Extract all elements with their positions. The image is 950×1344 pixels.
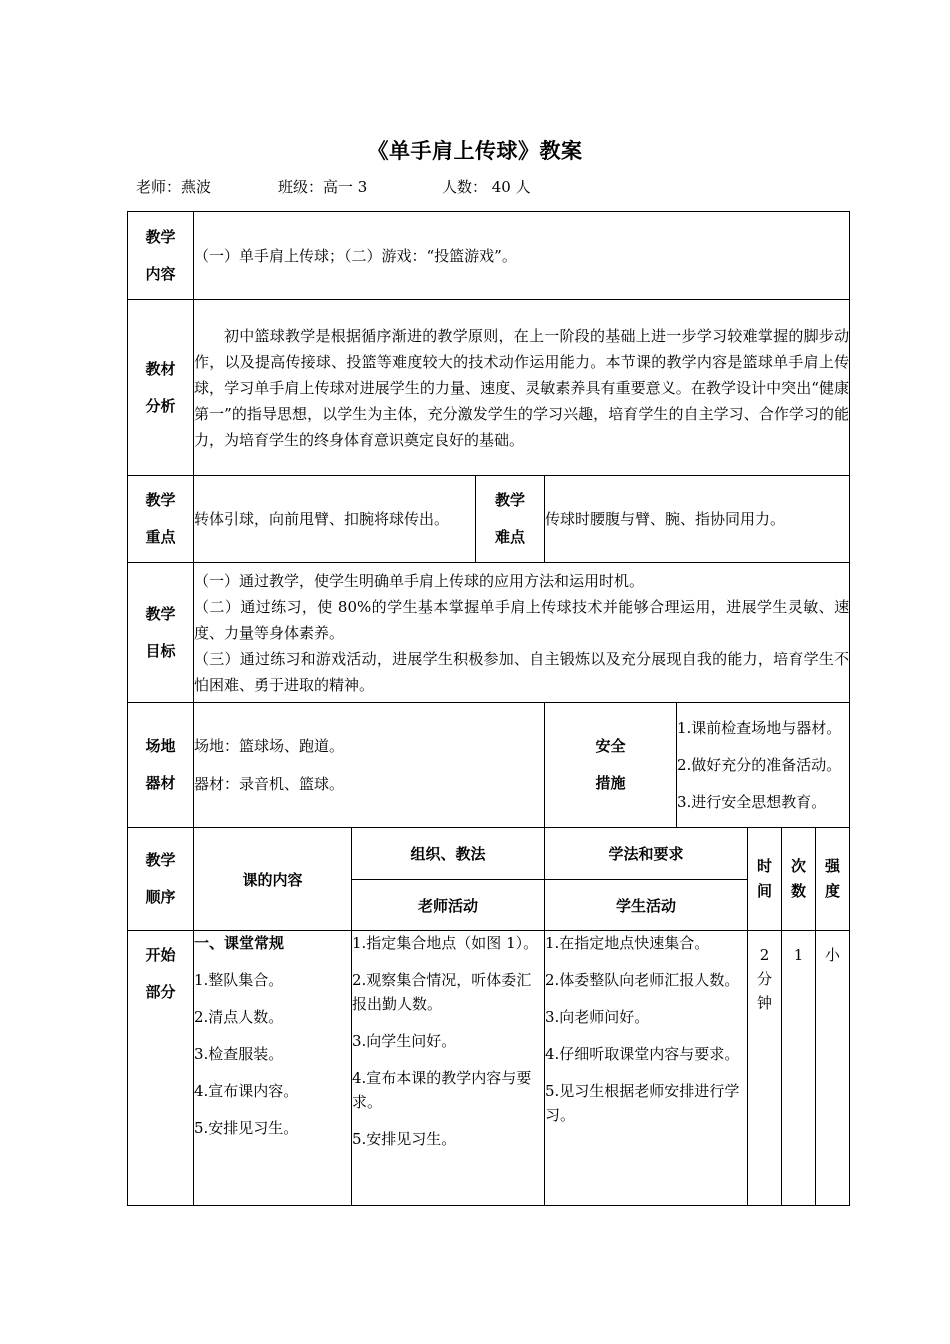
time-header: 时 间 bbox=[748, 828, 782, 931]
teacher-name: 老师：燕波 bbox=[136, 178, 212, 196]
difficulty-label: 教学 难点 bbox=[476, 476, 545, 563]
difficulty-text: 传球时腰腹与臂、腕、指协同用力。 bbox=[545, 476, 850, 563]
content-item: 4.宣布课内容。 bbox=[194, 1082, 299, 1100]
intensity-header: 强 度 bbox=[816, 828, 850, 931]
key-points-row bbox=[128, 476, 850, 563]
teacher-item: 5.安排见习生。 bbox=[352, 1130, 457, 1148]
objective-item: （三）通过练习和游戏活动，进展学生积极参加、自主锻炼以及充分展现自我的能力，培育学生不怕困难、勇于进取的精神。 bbox=[194, 649, 850, 694]
site-text: 场地：篮球场、跑道。 bbox=[194, 737, 345, 755]
opening-intensity: 小 bbox=[816, 931, 850, 1206]
objectives-text bbox=[194, 563, 850, 703]
content-text: （一）单手肩上传球；（二）游戏：“投篮游戏”。 bbox=[194, 212, 850, 300]
times-header: 次 数 bbox=[782, 828, 816, 931]
opening-student-activity bbox=[545, 931, 748, 1206]
content-header: 课的内容 bbox=[194, 828, 352, 931]
key-points-text: 转体引球，向前甩臂、扣腕将球传出。 bbox=[194, 476, 476, 563]
teacher-activity-header: 老师活动 bbox=[352, 880, 545, 931]
objectives-row bbox=[128, 563, 850, 703]
objectives-label: 教学 目标 bbox=[128, 563, 194, 703]
teacher-item: 4.宣布本课的教学内容与要求。 bbox=[352, 1069, 532, 1111]
learning-header: 学法和要求 bbox=[545, 828, 748, 880]
sequence-header-row bbox=[128, 828, 850, 880]
content-item: 2.清点人数。 bbox=[194, 1008, 284, 1026]
content-item: 3.检查服装。 bbox=[194, 1045, 284, 1063]
page-title: 《单手肩上传球》教案 bbox=[367, 139, 583, 163]
teacher-item: 3.向学生问好。 bbox=[352, 1032, 457, 1050]
opening-content bbox=[194, 931, 352, 1206]
analysis-label: 教材 分析 bbox=[128, 300, 194, 476]
safety-text bbox=[677, 703, 850, 828]
teacher-item: 1.指定集合地点（如图 1）。 bbox=[352, 934, 539, 952]
opening-time: 2 分 钟 bbox=[748, 931, 782, 1206]
content-item: 1.整队集合。 bbox=[194, 971, 284, 989]
student-item: 4.仔细听取课堂内容与要求。 bbox=[545, 1045, 740, 1063]
student-item: 3.向老师问好。 bbox=[545, 1008, 650, 1026]
organization-header: 组织、教法 bbox=[352, 828, 545, 880]
lesson-plan-table bbox=[127, 211, 850, 1206]
opening-teacher-activity bbox=[352, 931, 545, 1206]
student-item: 1.在指定地点快速集合。 bbox=[545, 934, 710, 952]
student-activity-header: 学生活动 bbox=[545, 880, 748, 931]
order-label: 教学 顺序 bbox=[128, 828, 194, 931]
content-item: 5.安排见习生。 bbox=[194, 1119, 299, 1137]
student-item: 5.见习生根据老师安排进行学习。 bbox=[545, 1082, 740, 1124]
class-name: 班级：高一 3 bbox=[278, 178, 368, 196]
safety-item: 2.做好充分的准备活动。 bbox=[677, 755, 842, 774]
student-item: 2.体委整队向老师汇报人数。 bbox=[545, 971, 740, 989]
content-label: 教学 内容 bbox=[128, 212, 194, 300]
equipment-text: 器材：录音机、篮球。 bbox=[194, 775, 345, 793]
safety-item: 1.课前检查场地与器材。 bbox=[677, 718, 842, 737]
student-count: 人数： 40 人 bbox=[442, 178, 531, 196]
content-title: 一、课堂常规 bbox=[194, 934, 285, 952]
venue-text bbox=[194, 703, 545, 828]
safety-item: 3.进行安全思想教育。 bbox=[677, 792, 827, 811]
opening-row bbox=[128, 931, 850, 1206]
opening-label: 开始 部分 bbox=[128, 931, 194, 1206]
analysis-row bbox=[128, 300, 850, 476]
content-row bbox=[128, 212, 850, 300]
teacher-item: 2.观察集合情况，听体委汇报出勤人数。 bbox=[352, 971, 532, 1013]
venue-row bbox=[128, 703, 850, 828]
key-points-label: 教学 重点 bbox=[128, 476, 194, 563]
objective-item: （二）通过练习，使 80%的学生基本掌握单手肩上传球技术并能够合理运用，进展学生灵敏、速度、力量等身体素养。 bbox=[194, 597, 850, 642]
safety-label: 安全 措施 bbox=[545, 703, 677, 828]
analysis-text: 初中篮球教学是根据循序渐进的教学原则，在上一阶段的基础上进一步学习较难掌握的脚步动作，以及提高传接球、投篮等难度较大的技术动作运用能力。本节课的教学内容是篮球单手肩上传球，学习单手肩上传球对进展学生的力量、速度、灵敏素养具有重要意义。在教学设计中突出“健康第一”的指导思想，以学生为主体，充分激发学生的学习兴趣，培育学生的自主学习、合作学习的能力，为培育学生的终身体育意识奠定良好的基础。 bbox=[194, 300, 850, 476]
opening-times: 1 bbox=[782, 931, 816, 1206]
objective-item: （一）通过教学，使学生明确单手肩上传球的应用方法和运用时机。 bbox=[194, 571, 645, 590]
venue-label: 场地 器材 bbox=[128, 703, 194, 828]
